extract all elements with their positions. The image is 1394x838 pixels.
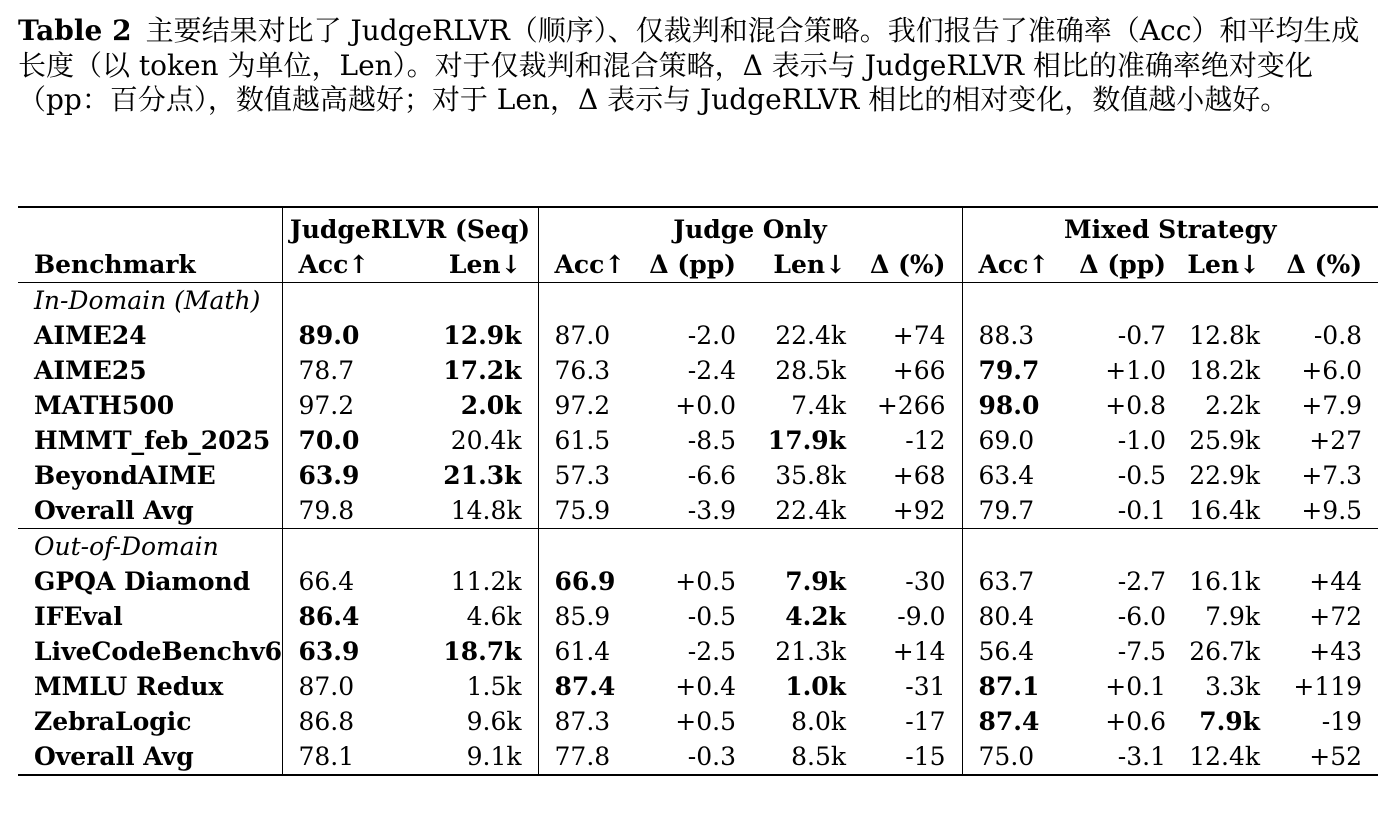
cell-jo-acc: 61.5 xyxy=(538,423,634,458)
cell-jo-len: 7.9k xyxy=(785,567,847,596)
section-spacer-cell xyxy=(1276,283,1378,319)
cell-mx-acc: 79.7 xyxy=(962,353,1060,388)
cell-jo-acc: 85.9 xyxy=(538,599,634,634)
section-spacer-cell xyxy=(862,283,962,319)
table-row xyxy=(18,669,1378,704)
cell-jo-dpct: +14 xyxy=(892,637,946,666)
cell-seq-len: 2.0k xyxy=(460,391,522,420)
cell-jo-dpct: -30 xyxy=(905,567,946,596)
cell-mx-acc: 80.4 xyxy=(962,599,1060,634)
cell-mx-len: 12.4k xyxy=(1182,739,1276,775)
table-row xyxy=(18,739,1378,775)
section-spacer-cell xyxy=(752,529,862,565)
section-title: In-Domain (Math) xyxy=(34,286,261,315)
cell-seq-len: 18.7k xyxy=(443,637,522,666)
cell-mx-len: 2.2k xyxy=(1205,391,1261,420)
cell-jo-dpct: -12 xyxy=(905,426,946,455)
cell-mx-dpct: +43 xyxy=(1309,637,1363,666)
section-spacer-cell xyxy=(634,529,752,565)
col-header-mx-dpp: Δ (pp) xyxy=(1060,247,1182,283)
cell-jo-len: 8.0k xyxy=(791,707,847,736)
cell-jo-len: 17.9k xyxy=(767,426,847,455)
cell-jo-dpp: -3.9 xyxy=(687,496,737,525)
cell-jo-dpp: +0.4 xyxy=(675,672,737,701)
cell-mx-dpct: +7.3 xyxy=(1301,461,1363,490)
cell-jo-dpp: +0.0 xyxy=(675,391,737,420)
cell-seq-len: 4.6k xyxy=(466,602,522,631)
caption-label: Table 2 xyxy=(18,14,132,47)
group-header-judge-only: Judge Only xyxy=(538,207,962,247)
cell-mx-len: 16.1k xyxy=(1189,567,1261,596)
table-row xyxy=(18,634,1378,669)
cell-seq-acc: 70.0 xyxy=(282,423,380,458)
table-row xyxy=(18,423,1378,458)
benchmark-name: HMMT_feb_2025 xyxy=(34,426,271,455)
cell-jo-dpp: +0.5 xyxy=(675,707,737,736)
cell-mx-acc: 75.0 xyxy=(962,739,1060,775)
cell-seq-acc: 86.4 xyxy=(282,599,380,634)
table-row xyxy=(18,599,1378,634)
cell-mx-dpct: +44 xyxy=(1309,567,1363,596)
cell-jo-acc: 75.9 xyxy=(538,493,634,529)
table-row xyxy=(18,704,1378,739)
cell-jo-dpct: +74 xyxy=(892,321,946,350)
cell-seq-len: 21.3k xyxy=(443,461,522,490)
cell-mx-dpct: -19 xyxy=(1321,707,1363,736)
results-table-container xyxy=(18,206,1378,776)
cell-jo-len: 8.5k xyxy=(752,739,862,775)
cell-jo-dpp: -6.6 xyxy=(687,461,737,490)
table-row xyxy=(18,353,1378,388)
cell-seq-len: 17.2k xyxy=(443,356,522,385)
section-title: Out-of-Domain xyxy=(18,529,282,565)
benchmark-name: BeyondAIME xyxy=(34,461,216,490)
column-header-row xyxy=(18,247,1378,283)
cell-jo-len: 35.8k xyxy=(775,461,847,490)
col-header-mx-dpct: Δ (%) xyxy=(1276,247,1378,283)
cell-mx-dpct: +27 xyxy=(1309,426,1363,455)
cell-mx-len: 18.2k xyxy=(1189,356,1261,385)
benchmark-name: Overall Avg xyxy=(34,496,194,525)
cell-jo-len: 22.4k xyxy=(775,321,847,350)
section-spacer-cell xyxy=(538,283,634,319)
cell-seq-acc: 79.8 xyxy=(282,493,380,529)
cell-jo-len: 28.5k xyxy=(775,356,847,385)
cell-jo-dpct: +68 xyxy=(892,461,946,490)
cell-seq-len: 14.8k xyxy=(450,496,522,525)
cell-jo-acc: 57.3 xyxy=(538,458,634,493)
cell-mx-acc: 98.0 xyxy=(962,388,1060,423)
cell-jo-acc: 76.3 xyxy=(538,353,634,388)
cell-mx-dpp: -7.5 xyxy=(1117,637,1167,666)
cell-jo-dpp: -2.5 xyxy=(687,637,737,666)
cell-mx-len: 22.9k xyxy=(1189,461,1261,490)
section-spacer-cell xyxy=(282,529,380,565)
section-spacer-cell xyxy=(752,283,862,319)
section-spacer-cell xyxy=(634,283,752,319)
section-spacer-cell xyxy=(538,529,634,565)
col-header-jo-len: Len↓ xyxy=(752,247,862,283)
benchmark-name: AIME25 xyxy=(34,356,147,385)
cell-jo-len: 4.2k xyxy=(785,602,847,631)
section-header-row xyxy=(18,529,1378,565)
section-spacer-cell xyxy=(1060,529,1182,565)
cell-mx-dpp: -2.7 xyxy=(1117,567,1167,596)
cell-mx-dpp: -0.7 xyxy=(1117,321,1167,350)
cell-mx-dpp: -6.0 xyxy=(1117,602,1167,631)
cell-jo-acc: 61.4 xyxy=(538,634,634,669)
section-spacer-cell xyxy=(862,529,962,565)
table-row xyxy=(18,493,1378,529)
results-table xyxy=(18,206,1378,776)
cell-jo-acc: 87.3 xyxy=(538,704,634,739)
benchmark-name: AIME24 xyxy=(34,321,147,350)
cell-mx-acc: 63.7 xyxy=(962,564,1060,599)
group-header-row xyxy=(18,207,1378,247)
blank-header-cell xyxy=(18,207,282,247)
table-row xyxy=(18,458,1378,493)
cell-jo-len: 7.4k xyxy=(791,391,847,420)
cell-mx-dpp: +0.8 xyxy=(1105,391,1167,420)
cell-jo-dpct: +266 xyxy=(876,391,946,420)
cell-jo-len: 22.4k xyxy=(775,496,847,525)
cell-seq-len: 12.9k xyxy=(443,321,522,350)
cell-mx-dpct: +7.9 xyxy=(1301,391,1363,420)
cell-jo-dpp: -2.0 xyxy=(687,321,737,350)
cell-jo-len: 1.0k xyxy=(785,672,847,701)
section-spacer-cell xyxy=(962,283,1060,319)
cell-jo-len: 21.3k xyxy=(775,637,847,666)
cell-seq-len: 11.2k xyxy=(450,567,522,596)
cell-jo-acc: 77.8 xyxy=(538,739,634,775)
table-row xyxy=(18,388,1378,423)
group-header-seq: JudgeRLVR (Seq) xyxy=(282,207,538,247)
section-spacer-cell xyxy=(1060,283,1182,319)
cell-seq-acc: 66.4 xyxy=(282,564,380,599)
cell-seq-acc: 97.2 xyxy=(282,388,380,423)
benchmark-name: Overall Avg xyxy=(18,739,282,775)
table-row xyxy=(18,318,1378,353)
benchmark-name: GPQA Diamond xyxy=(34,567,251,596)
cell-seq-len: 1.5k xyxy=(466,672,522,701)
col-header-jo-dpct: Δ (%) xyxy=(862,247,962,283)
benchmark-name: MATH500 xyxy=(34,391,175,420)
benchmark-name: ZebraLogic xyxy=(34,707,192,736)
col-header-seq-acc: Acc↑ xyxy=(282,247,380,283)
col-header-mx-acc: Acc↑ xyxy=(962,247,1060,283)
section-spacer-cell xyxy=(1182,283,1276,319)
section-header-row xyxy=(18,283,1378,319)
cell-mx-len: 7.9k xyxy=(1199,707,1261,736)
cell-mx-dpct: +9.5 xyxy=(1301,496,1363,525)
cell-mx-len: 7.9k xyxy=(1205,602,1261,631)
cell-jo-dpct: +92 xyxy=(892,496,946,525)
section-spacer-cell xyxy=(282,283,380,319)
col-header-seq-len: Len↓ xyxy=(380,247,538,283)
section-spacer-cell xyxy=(962,529,1060,565)
cell-jo-dpct: -31 xyxy=(905,672,946,701)
cell-mx-dpp: +0.6 xyxy=(1105,707,1167,736)
cell-mx-len: 26.7k xyxy=(1189,637,1261,666)
cell-mx-dpct: +52 xyxy=(1276,739,1378,775)
cell-jo-dpct: -15 xyxy=(862,739,962,775)
cell-mx-acc: 79.7 xyxy=(962,493,1060,529)
cell-mx-dpp: -1.0 xyxy=(1117,426,1167,455)
cell-jo-dpp: -2.4 xyxy=(687,356,737,385)
cell-jo-dpct: -17 xyxy=(905,707,946,736)
col-header-jo-dpp: Δ (pp) xyxy=(634,247,752,283)
cell-mx-len: 25.9k xyxy=(1189,426,1261,455)
benchmark-name: LiveCodeBenchv6 xyxy=(34,637,282,666)
cell-mx-dpp: -0.5 xyxy=(1117,461,1167,490)
cell-jo-acc: 87.4 xyxy=(538,669,634,704)
cell-mx-dpp: -3.1 xyxy=(1060,739,1182,775)
cell-mx-dpp: +1.0 xyxy=(1105,356,1167,385)
table-body xyxy=(18,283,1378,776)
cell-seq-acc: 78.1 xyxy=(282,739,380,775)
cell-seq-acc: 86.8 xyxy=(282,704,380,739)
benchmark-name: IFEval xyxy=(34,602,123,631)
cell-seq-acc: 63.9 xyxy=(282,458,380,493)
cell-mx-dpct: +119 xyxy=(1293,672,1363,701)
cell-seq-len: 20.4k xyxy=(450,426,522,455)
col-header-jo-acc: Acc↑ xyxy=(538,247,634,283)
cell-seq-len: 9.1k xyxy=(380,739,538,775)
cell-mx-dpct: -0.8 xyxy=(1313,321,1363,350)
benchmark-name: MMLU Redux xyxy=(34,672,224,701)
cell-jo-acc: 87.0 xyxy=(538,318,634,353)
cell-mx-len: 12.8k xyxy=(1189,321,1261,350)
cell-seq-acc: 89.0 xyxy=(282,318,380,353)
cell-mx-acc: 63.4 xyxy=(962,458,1060,493)
table-caption xyxy=(18,14,1380,118)
cell-seq-acc: 78.7 xyxy=(282,353,380,388)
cell-jo-dpp: +0.5 xyxy=(675,567,737,596)
cell-seq-acc: 87.0 xyxy=(282,669,380,704)
cell-mx-acc: 87.4 xyxy=(962,704,1060,739)
section-spacer-cell xyxy=(380,283,538,319)
cell-jo-dpct: -9.0 xyxy=(897,602,946,631)
section-spacer-cell xyxy=(1182,529,1276,565)
cell-mx-acc: 56.4 xyxy=(962,634,1060,669)
cell-mx-acc: 88.3 xyxy=(962,318,1060,353)
benchmark-header: Benchmark xyxy=(18,247,282,283)
cell-jo-dpp: -0.5 xyxy=(687,602,737,631)
cell-mx-acc: 69.0 xyxy=(962,423,1060,458)
cell-mx-dpct: +72 xyxy=(1309,602,1363,631)
cell-seq-acc: 63.9 xyxy=(282,634,380,669)
cell-mx-acc: 87.1 xyxy=(962,669,1060,704)
cell-seq-len: 9.6k xyxy=(466,707,522,736)
cell-mx-dpp: +0.1 xyxy=(1105,672,1167,701)
table-row xyxy=(18,564,1378,599)
cell-jo-acc: 66.9 xyxy=(538,564,634,599)
cell-mx-dpct: +6.0 xyxy=(1301,356,1363,385)
cell-jo-dpp: -8.5 xyxy=(687,426,737,455)
cell-jo-acc: 97.2 xyxy=(538,388,634,423)
caption-text: 主要结果对比了 JudgeRLVR（顺序）、仅裁判和混合策略。我们报告了准确率（Acc）和平均生成长度（以 token 为单位，Len）。对于仅裁判和混合策略，Δ 表示与 JudgeRLVR 相比的准确率绝对变化（pp：百分点），数值越高越好；对于 Len，Δ 表示与 JudgeRLVR 相比的相对变化，数值越小越好。 xyxy=(18,14,1360,116)
col-header-mx-len: Len↓ xyxy=(1182,247,1276,283)
cell-jo-dpp: -0.3 xyxy=(634,739,752,775)
cell-mx-len: 16.4k xyxy=(1189,496,1261,525)
group-header-mixed: Mixed Strategy xyxy=(962,207,1378,247)
section-spacer-cell xyxy=(380,529,538,565)
cell-mx-dpp: -0.1 xyxy=(1117,496,1167,525)
section-spacer-cell xyxy=(1276,529,1378,565)
cell-jo-dpct: +66 xyxy=(892,356,946,385)
cell-mx-len: 3.3k xyxy=(1205,672,1261,701)
